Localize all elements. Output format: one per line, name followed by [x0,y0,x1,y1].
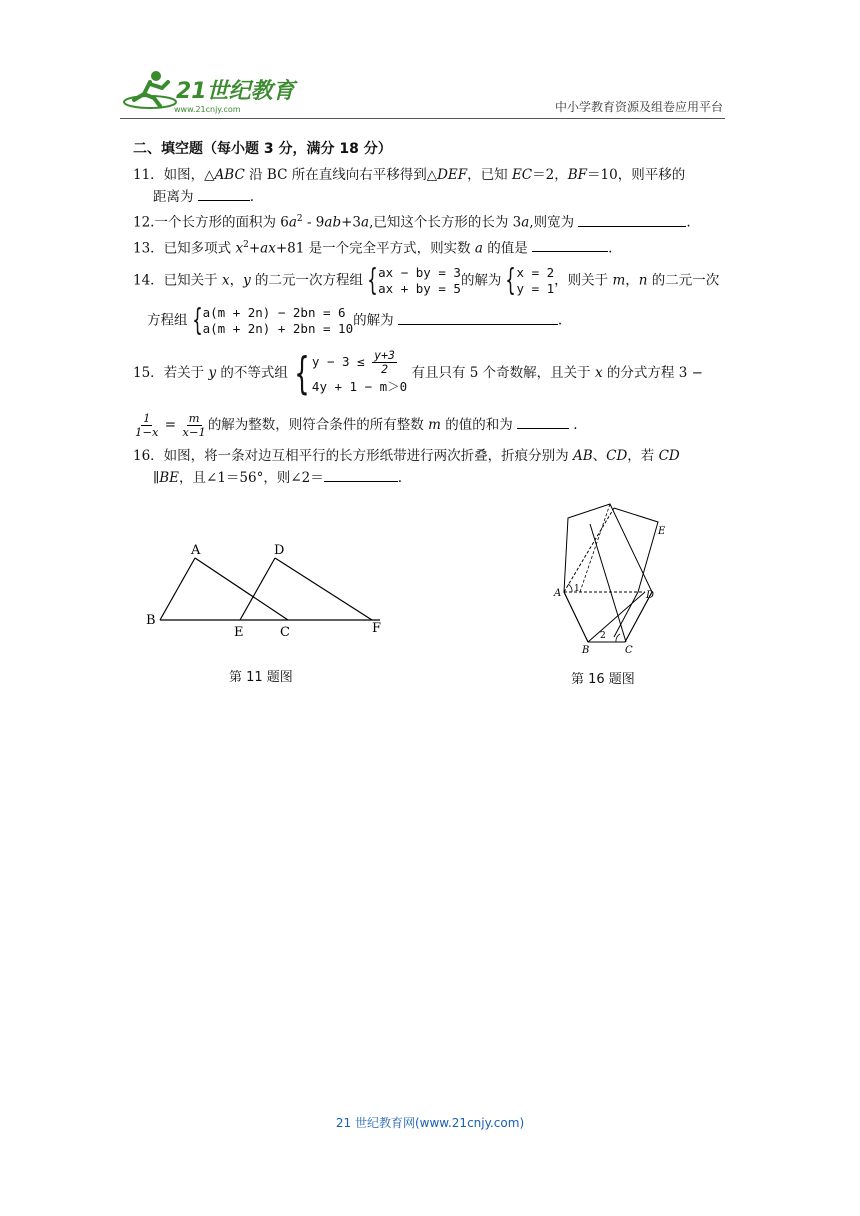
question-14: 14．已知关于 x，y 的二元一次方程组 { ax − by = 3 ax + by = 5 的解为 { x = 2 y = 1 ，则关于 m，n 的二元一次 方程组 { a(m + 2n) − 2bn = 6 a(m + 2n) + 2bn = 10 的解为 . [133,263,720,338]
page-footer[interactable]: 21 世纪教育网(www.21cnjy.com) [335,1116,525,1130]
platform-name: 中小学教育资源及组卷应用平台 [554,100,723,114]
equation-system-1: { ax − by = 3 ax + by = 5 [367,263,461,298]
label-f: F [372,621,382,636]
label-b: B [146,613,156,628]
segment-bd [588,592,645,642]
answer-blank-11[interactable] [198,186,250,201]
label-a: A [191,543,201,558]
label-b: B [582,645,590,656]
solution-system: { x = 2 y = 1 [505,263,555,298]
side-de [240,558,275,620]
question-16: 16．如图，将一条对边互相平行的长方形纸带进行两次折叠，折痕分别为 AB、CD，若 CD ∥BE，且∠1＝56°，则∠2＝ . [133,448,680,486]
strip-outline [564,504,655,642]
label-d: D [646,590,655,601]
figure-16 [550,502,680,657]
label-angle-2: 2 [600,631,606,641]
figure-16-caption: 第 16 题图 [571,672,635,687]
section-title: 二、填空题（每小题 3 分，满分 18 分） [133,141,392,157]
answer-blank-12[interactable] [578,212,686,227]
side-ac [195,558,288,620]
label-angle-1: 1 [574,584,580,594]
label-e: E [658,526,666,537]
label-a: A [554,588,562,599]
question-11: 11．如图，△ABC 沿 BC 所在直线向右平移得到△DEF，已知 EC＝2，BF＝10，则平移的 距离为 . [133,167,686,205]
question-15: 15．若关于 y 的不等式组 { y − 3 ≤ $\frac{y+3}{2}$ 4y + 1 − m＞0 有且只有 5 个奇数解，且关于 x 的分式方程 3 − $\frac{1}{1-x}$ = $\frac{m}{x-1}$ 的解为整数，则符合条件的所有整数 m 的值的和为 . [133,347,703,439]
answer-blank-15[interactable] [517,414,569,429]
fraction-1: $\frac{1}{1-x}$ [135,411,159,439]
segment-ab [564,592,588,642]
angle-2-arc [616,634,620,642]
equation-system-2: { a(m + 2n) − 2bn = 6 a(m + 2n) + 2bn = 10 [191,303,354,338]
label-d: D [274,543,285,558]
figure-11 [140,540,390,640]
fraction-2: $\frac{m}{x-1}$ [182,411,206,439]
inequality-system: { y − 3 ≤ $\frac{y+3}{2}$ 4y + 1 − m＞0 [294,347,408,399]
label-c: C [625,645,633,656]
answer-blank-16[interactable] [324,467,398,482]
main-content [133,138,733,489]
label-e: E [234,625,244,640]
logo-url: www.21cnjy.com [174,105,241,114]
page-header [120,66,725,119]
side-df [275,558,372,620]
side-ab [160,558,195,620]
question-12: 12.一个长方形的面积为 $6a^2 - 9ab+3a$,已知这个长方形的长为 3a,则宽为 . [133,208,733,234]
fold-dashed-inner [580,504,610,592]
label-c: C [280,625,290,640]
site-logo [120,66,300,116]
answer-blank-14[interactable] [398,310,558,325]
question-13: 13．已知多项式 $x^2+ax+81$ 是一个完全平方式，则实数 a 的值是 . [133,234,733,260]
answer-blank-13[interactable] [532,237,608,252]
angle-1-arc [568,584,572,592]
figure-11-caption: 第 11 题图 [229,670,293,685]
logo-text: 21世纪教育 [176,79,295,104]
